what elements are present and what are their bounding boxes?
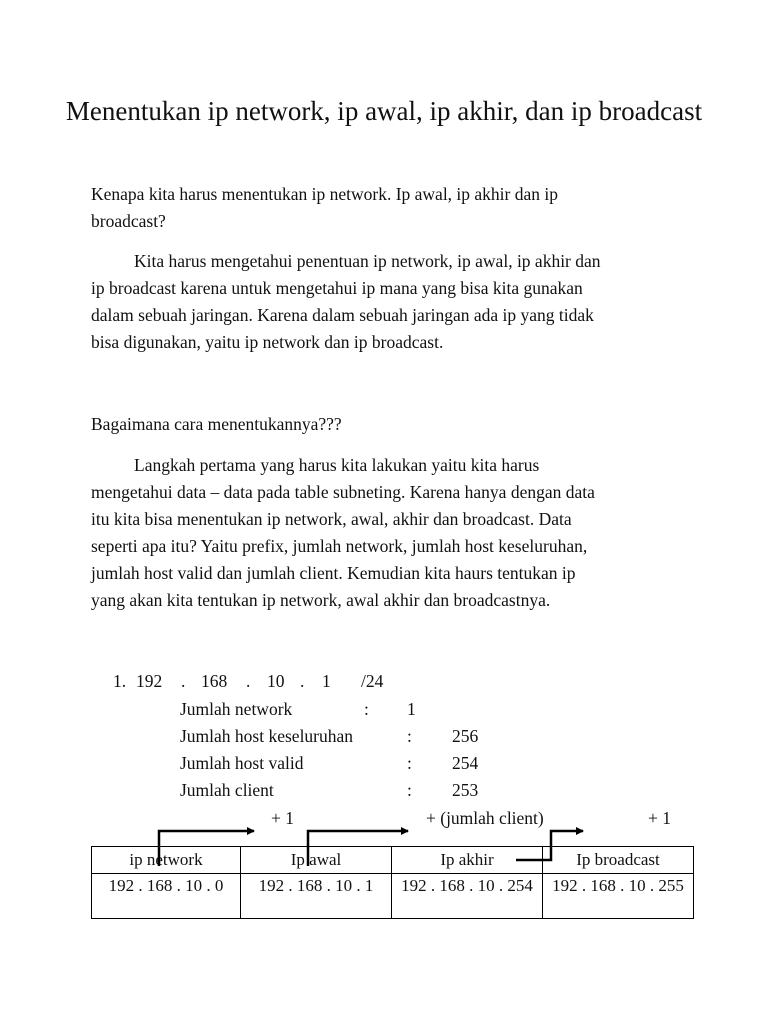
cell-ip-awal: 192 . 168 . 10 . 1 (241, 874, 392, 919)
question-2: Bagaimana cara menentukannya??? (91, 414, 342, 434)
header-ip-network: ip network (92, 847, 241, 874)
ip-dot: . (181, 671, 186, 691)
ip-dot: . (246, 671, 251, 691)
detail-value: 253 (452, 780, 479, 800)
answer-1-line: bisa digunakan, yaitu ip network dan ip broadcast. (91, 332, 444, 352)
question-1-line-1: Kenapa kita harus menentukan ip network. Ip awal, ip akhir dan ip (91, 184, 559, 204)
detail-value: 1 (407, 699, 416, 719)
answer-2-line: seperti apa itu? Yaitu prefix, jumlah network, jumlah host keseluruhan, (91, 536, 588, 556)
ip-dot: . (300, 671, 305, 691)
header-ip-akhir: Ip akhir (392, 847, 543, 874)
answer-2-line: Langkah pertama yang harus kita lakukan yaitu kita harus (134, 455, 540, 475)
detail-colon: : (407, 726, 412, 746)
detail-colon: : (407, 753, 412, 773)
answer-2-line: jumlah host valid dan jumlah client. Kemudian kita haurs tentukan ip (91, 563, 576, 583)
detail-label: Jumlah host keseluruhan (180, 726, 354, 746)
header-ip-broadcast: Ip broadcast (543, 847, 694, 874)
detail-value: 256 (452, 726, 479, 746)
answer-2-line: mengetahui data – data pada table subneting. Karena hanya dengan data (91, 482, 595, 502)
cell-ip-broadcast: 192 . 168 . 10 . 255 (543, 874, 694, 919)
detail-label: Jumlah client (180, 780, 274, 800)
step-plus-client: + (jumlah client) (426, 808, 544, 828)
ip-octet-4: 1 (322, 671, 331, 691)
page-title: Menentukan ip network, ip awal, ip akhir, dan ip broadcast (65, 96, 703, 126)
header-ip-awal: Ip awal (241, 847, 392, 874)
list-number: 1. (113, 671, 127, 691)
detail-colon: : (407, 780, 412, 800)
detail-value: 254 (452, 753, 479, 773)
answer-2-line: yang akan kita tentukan ip network, awal akhir dan broadcastnya. (91, 590, 551, 610)
ip-octet-3: 10 (267, 671, 285, 691)
arrow-akhir-to-broadcast (516, 831, 583, 860)
ip-octet-1: 192 (136, 671, 163, 691)
detail-label: Jumlah host valid (180, 753, 304, 773)
detail-colon: : (364, 699, 369, 719)
arrow-network-to-awal (159, 831, 254, 866)
ip-octet-2: 168 (201, 671, 228, 691)
cell-ip-akhir: 192 . 168 . 10 . 254 (392, 874, 543, 919)
ip-prefix: /24 (361, 671, 384, 691)
cell-ip-network: 192 . 168 . 10 . 0 (92, 874, 241, 919)
answer-1-line: Kita harus mengetahui penentuan ip network, ip awal, ip akhir dan (134, 251, 601, 271)
question-1-line-2: broadcast? (91, 211, 166, 231)
answer-1-line: dalam sebuah jaringan. Karena dalam sebuah jaringan ada ip yang tidak (91, 305, 594, 325)
step-plus-one: + 1 (648, 808, 671, 828)
answer-2-line: itu kita bisa menentukan ip network, awal, akhir dan broadcast. Data (91, 509, 572, 529)
detail-label: Jumlah network (180, 699, 293, 719)
step-plus-one: + 1 (271, 808, 294, 828)
answer-1-line: ip broadcast karena untuk mengetahui ip mana yang bisa kita gunakan (91, 278, 583, 298)
arrow-awal-to-akhir (308, 831, 408, 866)
